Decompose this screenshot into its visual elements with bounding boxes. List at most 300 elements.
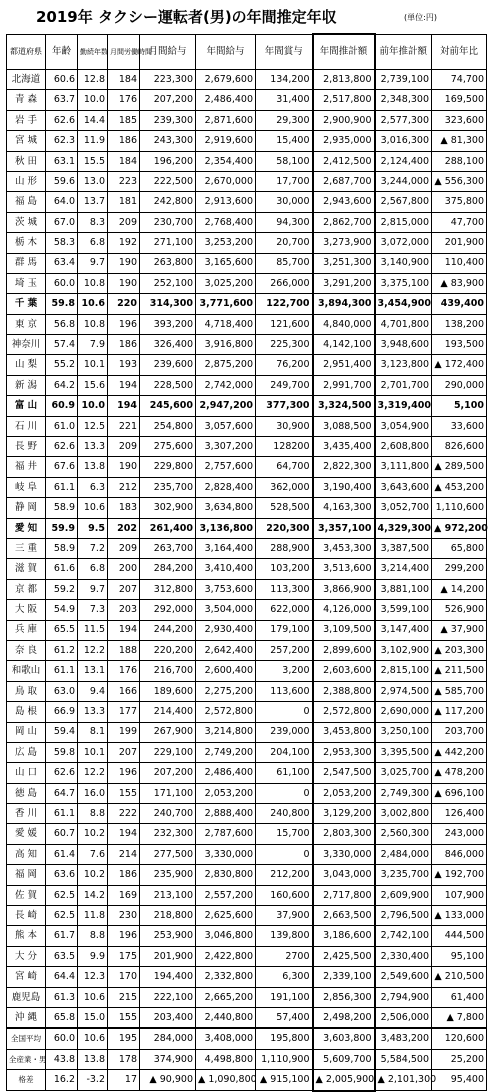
cell-bonus: 0 (256, 783, 313, 803)
cell-est: 2,943,600 (313, 192, 375, 212)
cell-pref: 大 阪 (7, 600, 46, 620)
cell-annual: 2,947,200 (196, 396, 256, 416)
cell-age: 58.9 (46, 498, 78, 518)
cell-hours: 200 (108, 559, 140, 579)
cell-hours: 155 (108, 1007, 140, 1028)
cell-monthly: 189,600 (140, 681, 196, 701)
cell-annual: 3,410,400 (196, 559, 256, 579)
table-row (7, 151, 487, 171)
cell-age: 64.7 (46, 783, 78, 803)
cell-prev: 2,742,100 (375, 926, 432, 946)
cell-est: 3,324,500 (313, 396, 375, 416)
cell-prev: 2,608,800 (375, 437, 432, 457)
cell-annual: 2,486,400 (196, 90, 256, 110)
cell-age: 16.2 (46, 1070, 78, 1091)
cell-monthly: 201,900 (140, 946, 196, 966)
cell-prev: 2,348,300 (375, 90, 432, 110)
cell-bonus: 191,100 (256, 987, 313, 1007)
cell-prev: 2,739,100 (375, 70, 432, 90)
cell-bonus: 15,700 (256, 824, 313, 844)
table-row (7, 212, 487, 232)
cell-prev: 2,549,600 (375, 967, 432, 987)
cell-prev: 2,796,500 (375, 906, 432, 926)
cell-age: 60.7 (46, 824, 78, 844)
col-diff: 対前年比 (432, 34, 487, 70)
cell-diff: 107,900 (432, 885, 487, 905)
cell-annual: 2,679,600 (196, 70, 256, 90)
table-row (7, 457, 487, 477)
cell-monthly: 228,500 (140, 375, 196, 395)
cell-age: 63.6 (46, 865, 78, 885)
cell-bonus: 2700 (256, 946, 313, 966)
cell-prev: 2,815,100 (375, 661, 432, 681)
cell-tenure: 7.2 (78, 538, 108, 558)
cell-pref: 秋 田 (7, 151, 46, 171)
cell-hours: 230 (108, 906, 140, 926)
cell-hours: 193 (108, 355, 140, 375)
cell-hours: 181 (108, 192, 140, 212)
cell-diff: ▲ 7,800 (432, 1007, 487, 1028)
cell-hours: 169 (108, 885, 140, 905)
cell-diff: ▲ 289,500 (432, 457, 487, 477)
cell-pref: 埼 玉 (7, 273, 46, 293)
cell-age: 61.2 (46, 640, 78, 660)
cell-est: 2,053,200 (313, 783, 375, 803)
header (0, 0, 488, 32)
cell-age: 60.0 (46, 273, 78, 293)
cell-tenure: 10.0 (78, 396, 108, 416)
cell-hours: 194 (108, 375, 140, 395)
cell-monthly: 326,400 (140, 335, 196, 355)
cell-annual: 2,828,400 (196, 477, 256, 497)
cell-age: 64.2 (46, 375, 78, 395)
table-row (7, 865, 487, 885)
cell-diff: 74,700 (432, 70, 487, 90)
cell-bonus: 37,900 (256, 906, 313, 926)
cell-tenure: 10.6 (78, 1028, 108, 1049)
cell-est: 2,663,500 (313, 906, 375, 926)
cell-diff: ▲ 696,100 (432, 783, 487, 803)
cell-tenure: 6.8 (78, 233, 108, 253)
cell-prev: ▲ 2,101,300 (375, 1070, 432, 1091)
cell-age: 62.5 (46, 906, 78, 926)
cell-est: 3,251,300 (313, 253, 375, 273)
table-row (7, 681, 487, 701)
cell-diff: 126,400 (432, 804, 487, 824)
cell-tenure: 8.1 (78, 722, 108, 742)
cell-monthly: 171,100 (140, 783, 196, 803)
table-row (7, 416, 487, 436)
cell-est: 3,330,000 (313, 844, 375, 864)
cell-tenure: 9.5 (78, 518, 108, 538)
cell-monthly: 213,100 (140, 885, 196, 905)
cell-hours: 166 (108, 681, 140, 701)
cell-bonus: 94,300 (256, 212, 313, 232)
cell-annual: 3,771,600 (196, 294, 256, 314)
cell-diff: 61,400 (432, 987, 487, 1007)
cell-monthly: 223,300 (140, 70, 196, 90)
cell-est: 2,822,300 (313, 457, 375, 477)
cell-hours: 221 (108, 416, 140, 436)
cell-prev: 2,609,900 (375, 885, 432, 905)
cell-monthly: 277,500 (140, 844, 196, 864)
cell-bonus: 17,700 (256, 171, 313, 191)
cell-monthly: 239,600 (140, 355, 196, 375)
cell-age: 67.0 (46, 212, 78, 232)
table-row (7, 661, 487, 681)
cell-monthly: 312,800 (140, 579, 196, 599)
table-row (7, 946, 487, 966)
cell-prev: 3,244,000 (375, 171, 432, 191)
cell-pref: 香 川 (7, 804, 46, 824)
cell-annual: 4,718,400 (196, 314, 256, 334)
cell-monthly: 253,900 (140, 926, 196, 946)
cell-diff: ▲ 210,500 (432, 967, 487, 987)
cell-tenure: 12.2 (78, 640, 108, 660)
cell-pref: 三 重 (7, 538, 46, 558)
cell-monthly: 239,300 (140, 110, 196, 130)
cell-age: 62.3 (46, 131, 78, 151)
cell-age: 56.8 (46, 314, 78, 334)
cell-annual: 2,768,400 (196, 212, 256, 232)
cell-hours: 212 (108, 477, 140, 497)
cell-monthly: 235,700 (140, 477, 196, 497)
cell-diff: 299,200 (432, 559, 487, 579)
cell-tenure: 12.2 (78, 763, 108, 783)
cell-diff: 95,100 (432, 946, 487, 966)
cell-diff: ▲ 117,200 (432, 702, 487, 722)
cell-monthly: 393,200 (140, 314, 196, 334)
cell-diff: 439,400 (432, 294, 487, 314)
cell-tenure: 9.7 (78, 579, 108, 599)
cell-bonus: 58,100 (256, 151, 313, 171)
cell-age: 63.4 (46, 253, 78, 273)
cell-monthly: ▲ 90,900 (140, 1070, 196, 1091)
cell-tenure: 9.9 (78, 946, 108, 966)
income-table (6, 33, 487, 1092)
table-row (7, 273, 487, 293)
cell-pref: 大 分 (7, 946, 46, 966)
cell-pref: 静 岡 (7, 498, 46, 518)
cell-pref: 群 馬 (7, 253, 46, 273)
cell-bonus: ▲ 915,100 (256, 1070, 313, 1091)
cell-monthly: 254,800 (140, 416, 196, 436)
cell-age: 60.9 (46, 396, 78, 416)
table-row (7, 722, 487, 742)
cell-tenure: 9.4 (78, 681, 108, 701)
header-row (7, 34, 487, 70)
cell-diff: 826,600 (432, 437, 487, 457)
cell-prev: 2,690,000 (375, 702, 432, 722)
cell-bonus: 212,200 (256, 865, 313, 885)
cell-est: 3,603,800 (313, 1028, 375, 1049)
cell-est: 3,190,400 (313, 477, 375, 497)
cell-est: 2,547,500 (313, 763, 375, 783)
cell-age: 59.9 (46, 518, 78, 538)
cell-annual: 2,665,200 (196, 987, 256, 1007)
cell-est: 2,951,400 (313, 355, 375, 375)
cell-tenure: 7.3 (78, 600, 108, 620)
cell-est: 2,856,300 (313, 987, 375, 1007)
cell-bonus: 6,300 (256, 967, 313, 987)
cell-est: 3,109,500 (313, 620, 375, 640)
cell-annual: 2,670,000 (196, 171, 256, 191)
cell-pref: 福 井 (7, 457, 46, 477)
cell-bonus: 61,100 (256, 763, 313, 783)
table-row (7, 70, 487, 90)
cell-diff: 201,900 (432, 233, 487, 253)
table-row (7, 987, 487, 1007)
cell-hours: 184 (108, 70, 140, 90)
cell-age: 63.7 (46, 90, 78, 110)
cell-age: 66.9 (46, 702, 78, 722)
cell-est: 2,517,800 (313, 90, 375, 110)
cell-age: 64.4 (46, 967, 78, 987)
cell-monthly: 194,400 (140, 967, 196, 987)
cell-prev: 3,319,400 (375, 396, 432, 416)
cell-hours: 190 (108, 273, 140, 293)
cell-age: 62.6 (46, 437, 78, 457)
cell-tenure: 13.3 (78, 702, 108, 722)
cell-monthly: 230,700 (140, 212, 196, 232)
cell-prev: 4,329,300 (375, 518, 432, 538)
table-row (7, 742, 487, 762)
cell-tenure: 15.0 (78, 1007, 108, 1028)
cell-age: 59.8 (46, 742, 78, 762)
cell-diff: ▲ 172,400 (432, 355, 487, 375)
table-row (7, 1070, 487, 1091)
cell-est: 2,339,100 (313, 967, 375, 987)
cell-tenure: 6.8 (78, 559, 108, 579)
cell-est: 3,453,800 (313, 722, 375, 742)
cell-hours: 209 (108, 212, 140, 232)
cell-prev: 2,974,500 (375, 681, 432, 701)
cell-hours: 186 (108, 865, 140, 885)
cell-diff: 33,600 (432, 416, 487, 436)
cell-pref: 鹿児島 (7, 987, 46, 1007)
cell-tenure: 11.5 (78, 620, 108, 640)
cell-est: 3,357,100 (313, 518, 375, 538)
cell-bonus: 160,600 (256, 885, 313, 905)
cell-hours: 183 (108, 498, 140, 518)
cell-annual: 3,408,000 (196, 1028, 256, 1049)
table-row (7, 131, 487, 151)
cell-diff: 526,900 (432, 600, 487, 620)
cell-age: 57.4 (46, 335, 78, 355)
cell-prev: 3,002,800 (375, 804, 432, 824)
cell-est: 3,186,600 (313, 926, 375, 946)
cell-tenure: 13.0 (78, 171, 108, 191)
cell-tenure: 10.8 (78, 314, 108, 334)
cell-bonus: 31,400 (256, 90, 313, 110)
cell-age: 60.0 (46, 1028, 78, 1049)
page-title: 2019年 タクシー運転者(男)の年間推定年収 (36, 8, 337, 26)
cell-est: ▲ 2,005,900 (313, 1070, 375, 1091)
cell-pref: 京 都 (7, 579, 46, 599)
cell-est: 3,043,000 (313, 865, 375, 885)
cell-monthly: 261,400 (140, 518, 196, 538)
cell-monthly: 242,800 (140, 192, 196, 212)
cell-hours: 185 (108, 110, 140, 130)
cell-pref: 神奈川 (7, 335, 46, 355)
summary-row (7, 1028, 487, 1049)
cell-diff: 5,100 (432, 396, 487, 416)
cell-est: 3,291,200 (313, 273, 375, 293)
cell-tenure: 14.4 (78, 110, 108, 130)
cell-est: 2,899,600 (313, 640, 375, 660)
cell-diff: ▲ 192,700 (432, 865, 487, 885)
cell-est: 3,088,500 (313, 416, 375, 436)
table-row (7, 885, 487, 905)
cell-pref: 高 知 (7, 844, 46, 864)
cell-monthly: 275,600 (140, 437, 196, 457)
cell-pref: 徳 島 (7, 783, 46, 803)
cell-hours: 209 (108, 437, 140, 457)
cell-diff: 95,400 (432, 1070, 487, 1091)
cell-pref: 長 野 (7, 437, 46, 457)
cell-hours: 178 (108, 1049, 140, 1069)
cell-bonus: 85,700 (256, 253, 313, 273)
cell-diff: ▲ 211,500 (432, 661, 487, 681)
cell-annual: 3,504,000 (196, 600, 256, 620)
cell-annual: 3,307,200 (196, 437, 256, 457)
cell-monthly: 207,200 (140, 90, 196, 110)
cell-pref: 和歌山 (7, 661, 46, 681)
table-row (7, 620, 487, 640)
cell-tenure: 12.3 (78, 967, 108, 987)
cell-tenure: 7.9 (78, 335, 108, 355)
cell-tenure: 10.6 (78, 498, 108, 518)
cell-bonus: 64,700 (256, 457, 313, 477)
cell-pref: 格差 (7, 1070, 46, 1091)
cell-annual: 2,625,600 (196, 906, 256, 926)
cell-tenure: 16.0 (78, 783, 108, 803)
cell-tenure: 13.8 (78, 457, 108, 477)
cell-est: 3,435,400 (313, 437, 375, 457)
table-row (7, 253, 487, 273)
col-pref: 都道府県 (7, 34, 46, 70)
cell-pref: 東 京 (7, 314, 46, 334)
cell-diff: ▲ 478,200 (432, 763, 487, 783)
table-row (7, 335, 487, 355)
cell-diff: 288,100 (432, 151, 487, 171)
cell-age: 59.8 (46, 294, 78, 314)
cell-bonus: 134,200 (256, 70, 313, 90)
cell-annual: 2,871,600 (196, 110, 256, 130)
cell-bonus: 113,600 (256, 681, 313, 701)
cell-age: 61.0 (46, 416, 78, 436)
cell-annual: 2,930,400 (196, 620, 256, 640)
cell-prev: 3,599,100 (375, 600, 432, 620)
cell-hours: 199 (108, 722, 140, 742)
cell-annual: ▲ 1,090,800 (196, 1070, 256, 1091)
cell-monthly: 196,200 (140, 151, 196, 171)
cell-prev: 2,330,400 (375, 946, 432, 966)
cell-monthly: 232,300 (140, 824, 196, 844)
cell-tenure: 13.7 (78, 192, 108, 212)
cell-tenure: 11.9 (78, 131, 108, 151)
cell-age: 59.2 (46, 579, 78, 599)
cell-bonus: 15,400 (256, 131, 313, 151)
cell-diff: 47,700 (432, 212, 487, 232)
cell-bonus: 225,300 (256, 335, 313, 355)
cell-annual: 2,354,400 (196, 151, 256, 171)
table-row (7, 90, 487, 110)
cell-pref: 岡 山 (7, 722, 46, 742)
cell-tenure: 15.5 (78, 151, 108, 171)
table-row (7, 783, 487, 803)
cell-tenure: 13.8 (78, 1049, 108, 1069)
cell-age: 43.8 (46, 1049, 78, 1069)
cell-bonus: 240,800 (256, 804, 313, 824)
cell-bonus: 30,900 (256, 416, 313, 436)
cell-bonus: 249,700 (256, 375, 313, 395)
cell-pref: 兵 庫 (7, 620, 46, 640)
table-row (7, 375, 487, 395)
cell-pref: 佐 賀 (7, 885, 46, 905)
cell-prev: 3,395,500 (375, 742, 432, 762)
cell-tenure: 8.8 (78, 926, 108, 946)
cell-pref: 愛 媛 (7, 824, 46, 844)
cell-monthly: 245,600 (140, 396, 196, 416)
cell-prev: 3,025,700 (375, 763, 432, 783)
cell-diff: ▲ 442,200 (432, 742, 487, 762)
cell-hours: 209 (108, 538, 140, 558)
cell-bonus: 30,000 (256, 192, 313, 212)
cell-est: 2,498,200 (313, 1007, 375, 1028)
cell-pref: 愛 知 (7, 518, 46, 538)
cell-pref: 鳥 取 (7, 681, 46, 701)
cell-prev: 3,054,900 (375, 416, 432, 436)
cell-est: 4,163,300 (313, 498, 375, 518)
cell-age: 61.3 (46, 987, 78, 1007)
cell-diff: 243,000 (432, 824, 487, 844)
cell-annual: 4,498,800 (196, 1049, 256, 1069)
cell-tenure: -3.2 (78, 1070, 108, 1091)
cell-pref: 宮 城 (7, 131, 46, 151)
cell-hours: 17 (108, 1070, 140, 1091)
col-prev: 前年推計額 (375, 34, 432, 70)
cell-monthly: 222,500 (140, 171, 196, 191)
cell-monthly: 284,200 (140, 559, 196, 579)
cell-hours: 215 (108, 987, 140, 1007)
cell-diff: ▲ 203,300 (432, 640, 487, 660)
cell-monthly: 220,200 (140, 640, 196, 660)
cell-tenure: 13.1 (78, 661, 108, 681)
cell-monthly: 263,800 (140, 253, 196, 273)
col-bonus: 年間賞与 (256, 34, 313, 70)
cell-est: 3,866,900 (313, 579, 375, 599)
cell-annual: 2,830,800 (196, 865, 256, 885)
cell-prev: 2,794,900 (375, 987, 432, 1007)
cell-annual: 3,025,200 (196, 273, 256, 293)
cell-pref: 石 川 (7, 416, 46, 436)
cell-annual: 2,875,200 (196, 355, 256, 375)
cell-bonus: 362,000 (256, 477, 313, 497)
cell-hours: 155 (108, 783, 140, 803)
cell-prev: 4,701,800 (375, 314, 432, 334)
cell-tenure: 10.6 (78, 987, 108, 1007)
col-hours: 月間労働時間 (108, 34, 140, 70)
cell-age: 55.2 (46, 355, 78, 375)
cell-prev: 3,016,300 (375, 131, 432, 151)
cell-annual: 2,757,600 (196, 457, 256, 477)
cell-diff: ▲ 81,300 (432, 131, 487, 151)
table-row (7, 498, 487, 518)
cell-diff: 846,000 (432, 844, 487, 864)
cell-bonus: 3,200 (256, 661, 313, 681)
cell-annual: 3,253,200 (196, 233, 256, 253)
